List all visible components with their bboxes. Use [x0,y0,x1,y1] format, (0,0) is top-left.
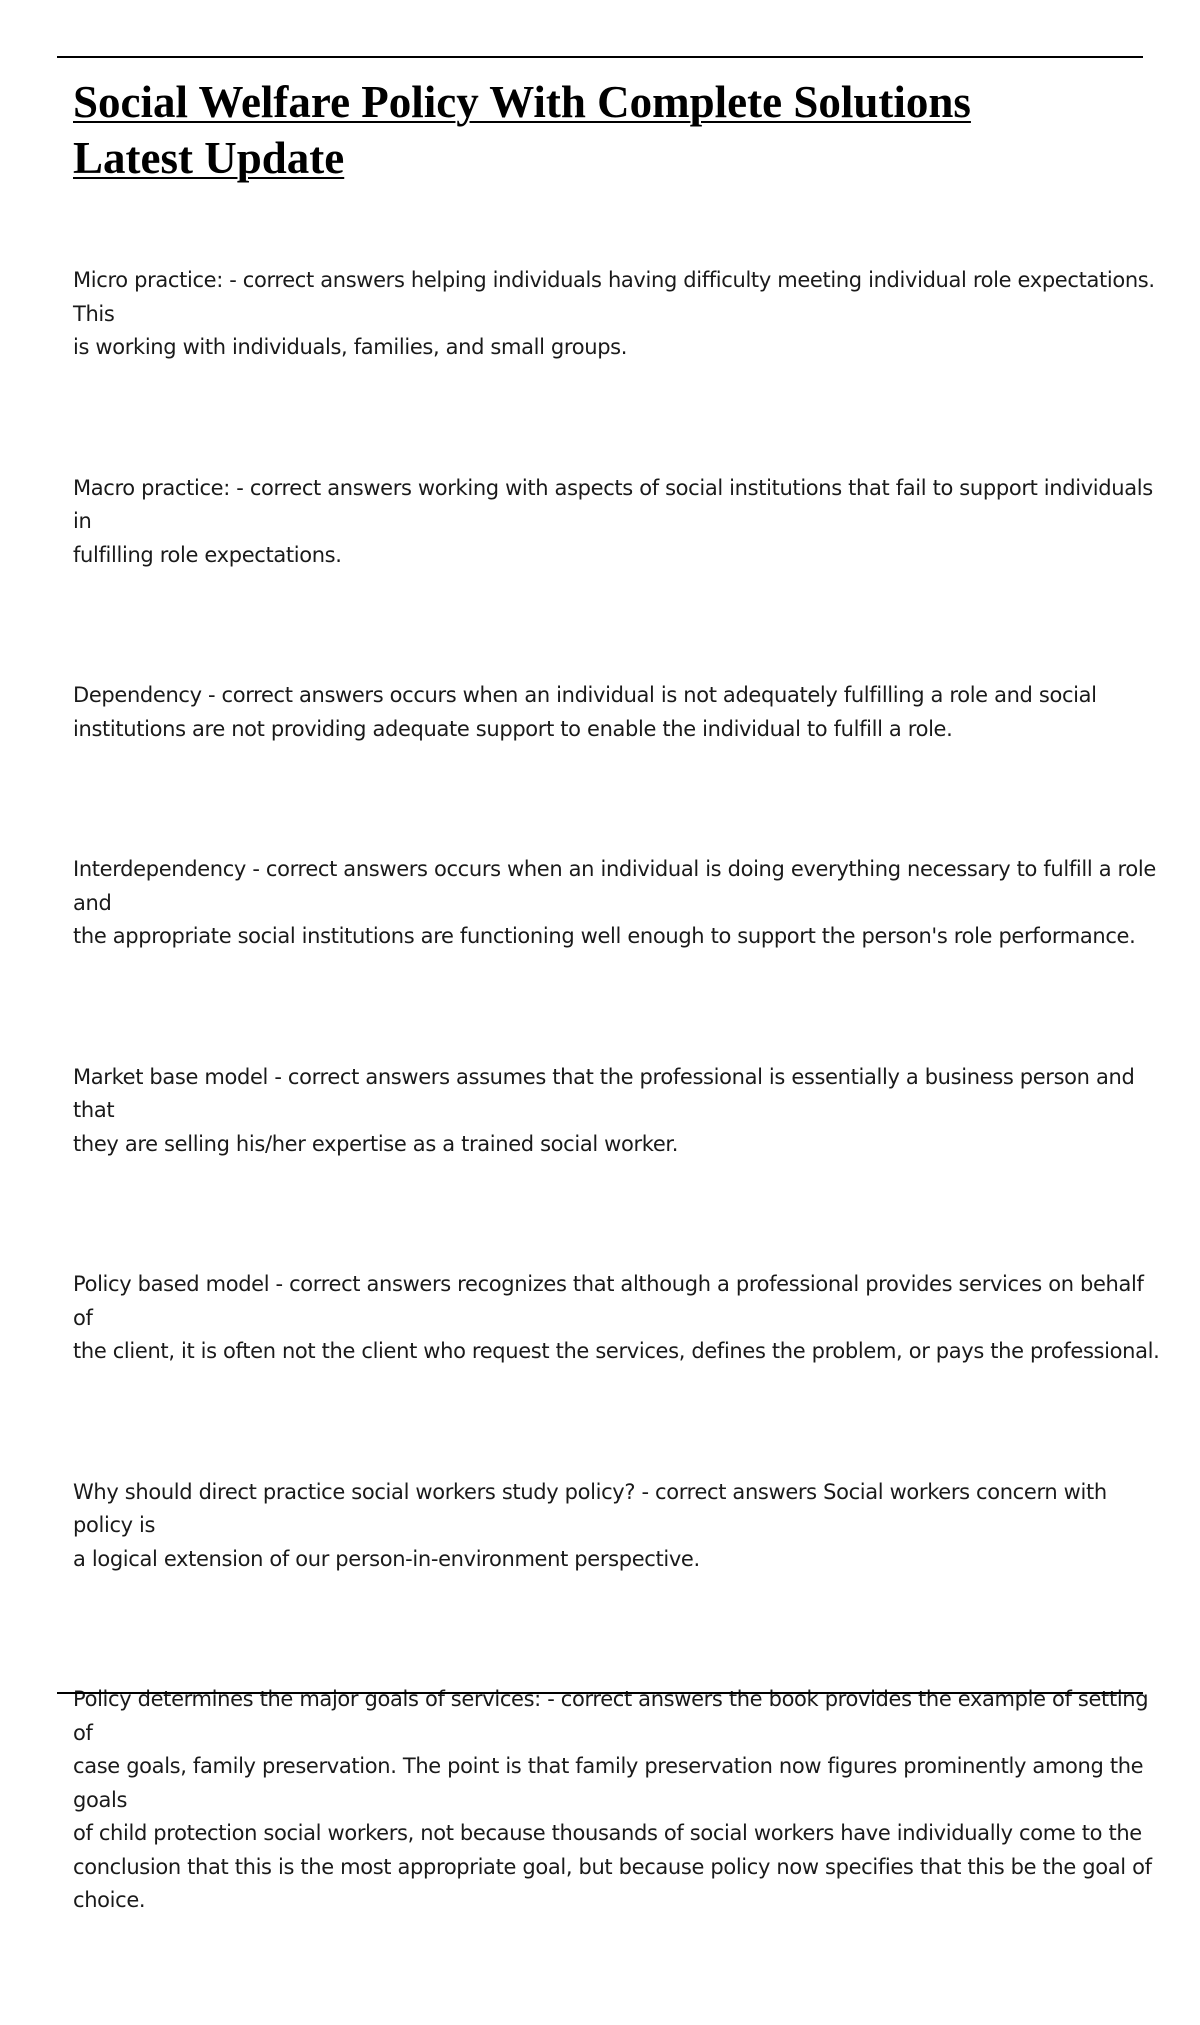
entry-why-study-policy: Why should direct practice social workers study policy? - correct answers Social workers concern with policy is a logical extension of our person-in-environment perspective. [73,1479,1107,1571]
title-line-1: Social Welfare Policy With Complete Solutions [73,77,971,127]
entry-macro-practice: Macro practice: - correct answers working with aspects of social institutions that fail to support individuals in fulfilling role expectations. [73,475,1153,567]
entry-market-base-model: Market base model - correct answers assumes that the professional is essentially a business person and that they are selling his/her expertise as a trained social worker. [73,1064,1135,1156]
entry-dependency: Dependency - correct answers occurs when an individual is not adequately fulfilling a role and social institutions are not providing adequate support to enable the individual to fulfill a role. [73,683,1097,741]
title-line-2: Latest Update [73,133,345,183]
entry-policy-determines-goals: Policy determines the major goals of services: - correct answers the book provides the example of setting of case goals, family preservation. The point is that family preservation now figures prominently among the goals of child protection social workers, not because thousands of social workers have individually come to the conclusion that this is the most appropriate goal, but because policy now specifies that this be the goal of choice. [73,1687,1152,1912]
document-title [73,74,1133,186]
bottom-rule [57,1692,1143,1694]
entry-policy-based-model: Policy based model - correct answers recognizes that although a professional provides services on behalf of the client, it is often not the client who request the services, defines the problem, or pays the professional. [73,1272,1160,1363]
qa-entries [73,264,1163,2025]
entry-micro-practice: Micro practice: - correct answers helping individuals having difficulty meeting individual role expectations. This is working with individuals, families, and small groups. [73,268,1155,359]
top-rule [57,56,1143,58]
entry-interdependency: Interdependency - correct answers occurs when an individual is doing everything necessary to fulfill a role and the appropriate social institutions are functioning well enough to support the person's role performance. [73,857,1156,948]
